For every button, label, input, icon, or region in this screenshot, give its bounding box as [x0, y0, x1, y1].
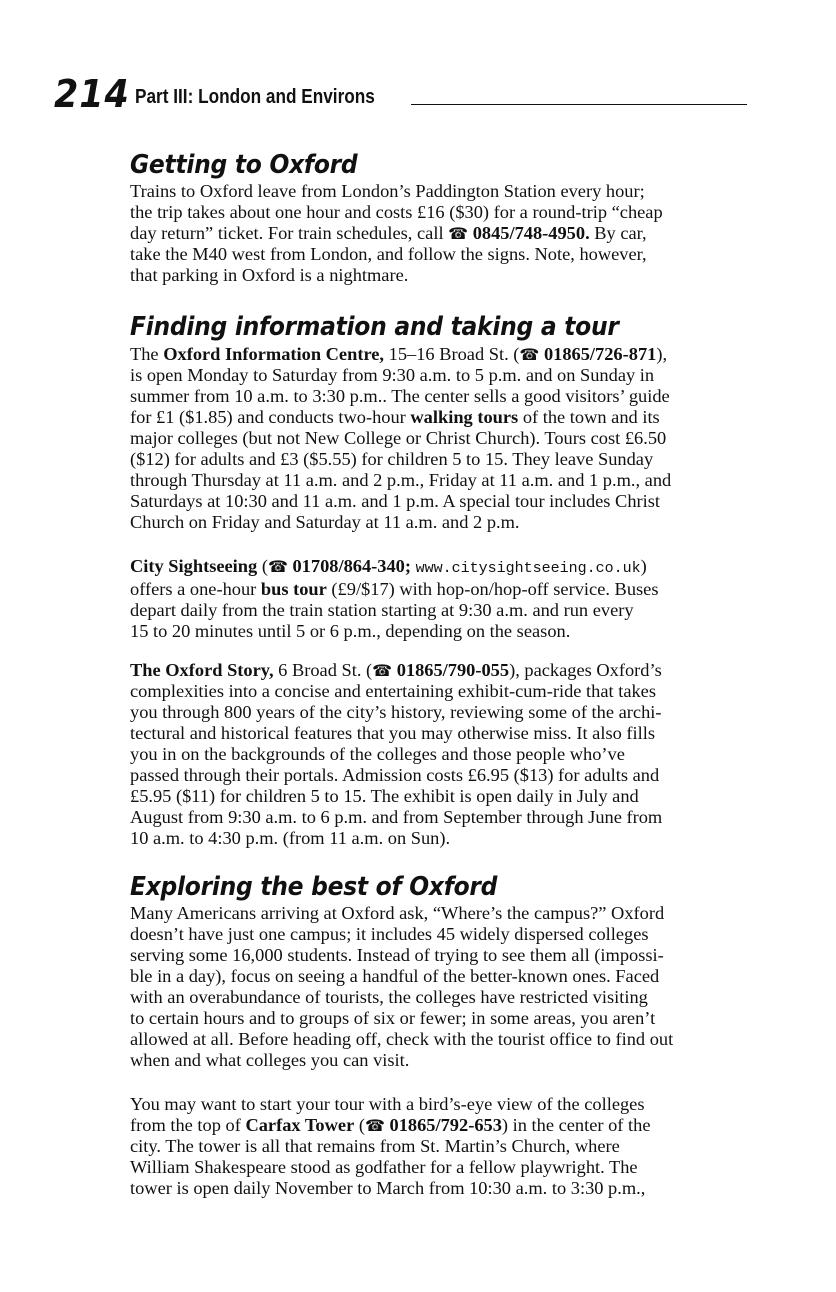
- text-line: [130, 765, 662, 786]
- text-line: [130, 344, 673, 365]
- text-run: serving some 16,000 students. Instead of trying to see them all (impossi-: [130, 945, 664, 965]
- text-run: allowed at all. Before heading off, check with the tourist office to find out: [130, 1029, 674, 1049]
- paragraph-carfax-tower: [130, 1094, 651, 1199]
- bold-text: 01865/792-653: [384, 1115, 502, 1135]
- text-run: £5.95 ($11) for children 5 to 15. The exhibit is open daily in July and: [130, 786, 639, 806]
- text-run: (£9/$17) with hop-on/hop-off service. Buses: [326, 579, 659, 599]
- text-line: [130, 365, 673, 386]
- paragraph-information-centre: [130, 344, 673, 533]
- text-line: [130, 386, 673, 407]
- paragraph-trains: [130, 181, 663, 286]
- text-line: [130, 903, 673, 924]
- text-run: 6 Broad St. (: [273, 660, 373, 680]
- text-run: for £1 ($1.85) and conducts two-hour: [130, 407, 411, 427]
- page-header: [54, 72, 754, 116]
- text-run: ),: [656, 344, 668, 364]
- bold-text: 01865/790-055: [392, 660, 510, 680]
- bold-text: bus tour: [260, 579, 327, 599]
- text-run: take the M40 west from London, and follow the signs. Note, however,: [130, 244, 647, 264]
- phone-icon: ☎: [372, 661, 393, 680]
- text-line: [130, 449, 673, 470]
- text-run: 15–16 Broad St. (: [384, 344, 520, 364]
- section-getting-to-oxford: [130, 150, 663, 286]
- text-run: tower is open daily November to March from 10:30 a.m. to 3:30 p.m.,: [130, 1178, 646, 1198]
- text-run: depart daily from the train station starting at 9:30 a.m. and run every: [130, 600, 634, 620]
- text-run: day return” ticket. For train schedules, call: [130, 223, 449, 243]
- text-run: ), packages Oxford’s: [509, 660, 662, 680]
- text-line: [130, 265, 663, 286]
- text-line: [130, 828, 662, 849]
- running-head: Part III: London and Environs: [135, 86, 375, 108]
- text-run: complexities into a concise and entertaining exhibit-cum-ride that takes: [130, 681, 657, 701]
- text-run: you in on the backgrounds of the colleges and those people who’ve: [130, 744, 625, 764]
- text-line: [130, 744, 662, 765]
- bold-text: The Oxford Story,: [130, 660, 274, 680]
- text-line: [130, 181, 663, 202]
- text-run: with an overabundance of tourists, the colleges have restricted visiting: [130, 987, 648, 1007]
- text-run: the trip takes about one hour and costs £16 ($30) for a round-trip “cheap: [130, 202, 663, 222]
- text-run: to certain hours and to groups of six or fewer; in some areas, you aren’t: [130, 1008, 656, 1028]
- phone-icon: ☎: [519, 345, 540, 364]
- text-run: is open Monday to Saturday from 9:30 a.m. to 5 p.m. and on Sunday in: [130, 365, 655, 385]
- phone-icon: ☎: [364, 1116, 385, 1135]
- text-line: [130, 512, 673, 533]
- text-line: [130, 491, 673, 512]
- text-line: [130, 702, 662, 723]
- text-run: 10 a.m. to 4:30 p.m. (from 11 a.m. on Sun).: [130, 828, 451, 848]
- section-heading: Finding information and taking a tour: [130, 312, 619, 342]
- text-line: [130, 1008, 673, 1029]
- text-run: from the top of: [130, 1115, 246, 1135]
- text-run: city. The tower is all that remains from St. Martin’s Church, where: [130, 1136, 620, 1156]
- text-line: [130, 556, 659, 579]
- text-run: (: [354, 1115, 365, 1135]
- text-run: tectural and historical features that you may otherwise miss. It also fills: [130, 723, 656, 743]
- text-run: August from 9:30 a.m. to 6 p.m. and from September through June from: [130, 807, 663, 827]
- text-line: [130, 579, 659, 600]
- text-run: ($12) for adults and £3 ($5.55) for children 5 to 15. They leave Sunday: [130, 449, 654, 469]
- section-finding-information: [130, 312, 673, 533]
- text-run: The: [130, 344, 164, 364]
- web-address: www.citysightseeing.co.uk: [415, 560, 641, 577]
- text-line: [130, 244, 663, 265]
- text-run: William Shakespeare stood as godfather for a fellow playwright. The: [130, 1157, 638, 1177]
- text-line: [130, 987, 673, 1008]
- text-run: passed through their portals. Admission costs £6.95 ($13) for adults and: [130, 765, 660, 785]
- text-line: [130, 723, 662, 744]
- text-line: [130, 600, 659, 621]
- text-line: [130, 1029, 673, 1050]
- section-exploring-oxford: [130, 872, 673, 1071]
- text-run: ) in the center of the: [501, 1115, 651, 1135]
- bold-text: Oxford Information Centre,: [163, 344, 385, 364]
- text-line: [130, 945, 673, 966]
- text-line: [130, 428, 673, 449]
- text-run: ble in a day), focus on seeing a handful of the better-known ones. Faced: [130, 966, 660, 986]
- text-run: doesn’t have just one campus; it includes 45 widely dispersed colleges: [130, 924, 649, 944]
- text-run: when and what colleges you can visit.: [130, 1050, 410, 1070]
- text-run: major colleges (but not New College or Christ Church). Tours cost £6.50: [130, 428, 667, 448]
- text-run: of the town and its: [518, 407, 660, 427]
- text-run: You may want to start your tour with a bird’s-eye view of the colleges: [130, 1094, 645, 1114]
- text-line: [130, 1157, 651, 1178]
- text-line: [130, 1050, 673, 1071]
- text-run: offers a one-hour: [130, 579, 261, 599]
- bold-text: 0845/748-4950.: [468, 223, 590, 243]
- text-line: [130, 1115, 651, 1136]
- phone-icon: ☎: [448, 224, 469, 243]
- text-run: Trains to Oxford leave from London’s Paddington Station every hour;: [130, 181, 645, 201]
- bold-text: 01865/726-871: [539, 344, 657, 364]
- text-line: [130, 1136, 651, 1157]
- bold-text: 01708/864-340;: [287, 556, 411, 576]
- text-run: Saturdays at 10:30 and 11 a.m. and 1 p.m. A special tour includes Christ: [130, 491, 661, 511]
- text-line: [130, 1094, 651, 1115]
- text-run: 15 to 20 minutes until 5 or 6 p.m., depending on the season.: [130, 621, 571, 641]
- text-line: [130, 202, 663, 223]
- text-line: [130, 621, 659, 642]
- text-run: Many Americans arriving at Oxford ask, “Where’s the campus?” Oxford: [130, 903, 665, 923]
- text-line: [130, 966, 673, 987]
- header-rule: [411, 104, 747, 105]
- text-line: [130, 681, 662, 702]
- paragraph-oxford-story: [130, 660, 662, 849]
- page-number: 214: [54, 72, 130, 116]
- text-line: [130, 807, 662, 828]
- phone-icon: ☎: [267, 557, 288, 576]
- bold-text: City Sightseeing: [130, 556, 258, 576]
- text-line: [130, 660, 662, 681]
- text-run: (: [257, 556, 268, 576]
- text-line: [130, 786, 662, 807]
- text-line: [130, 407, 673, 428]
- text-run: through Thursday at 11 a.m. and 2 p.m., Friday at 11 a.m. and 1 p.m., and: [130, 470, 672, 490]
- bold-text: walking tours: [410, 407, 519, 427]
- text-run: Church on Friday and Saturday at 11 a.m. and 2 p.m.: [130, 512, 520, 532]
- section-heading: Getting to Oxford: [130, 150, 358, 180]
- bold-text: Carfax Tower: [245, 1115, 355, 1135]
- text-run: that parking in Oxford is a nightmare.: [130, 265, 409, 285]
- paragraph-city-sightseeing: [130, 556, 659, 642]
- text-run: summer from 10 a.m. to 3:30 p.m.. The center sells a good visitors’ guide: [130, 386, 670, 406]
- text-line: [130, 470, 673, 491]
- text-run: By car,: [589, 223, 647, 243]
- section-heading: Exploring the best of Oxford: [130, 872, 498, 902]
- text-line: [130, 223, 663, 244]
- paragraph-campus: [130, 903, 673, 1071]
- text-line: [130, 1178, 651, 1199]
- text-line: [130, 924, 673, 945]
- text-run: you through 800 years of the city’s history, reviewing some of the archi-: [130, 702, 662, 722]
- text-run: ): [640, 556, 647, 576]
